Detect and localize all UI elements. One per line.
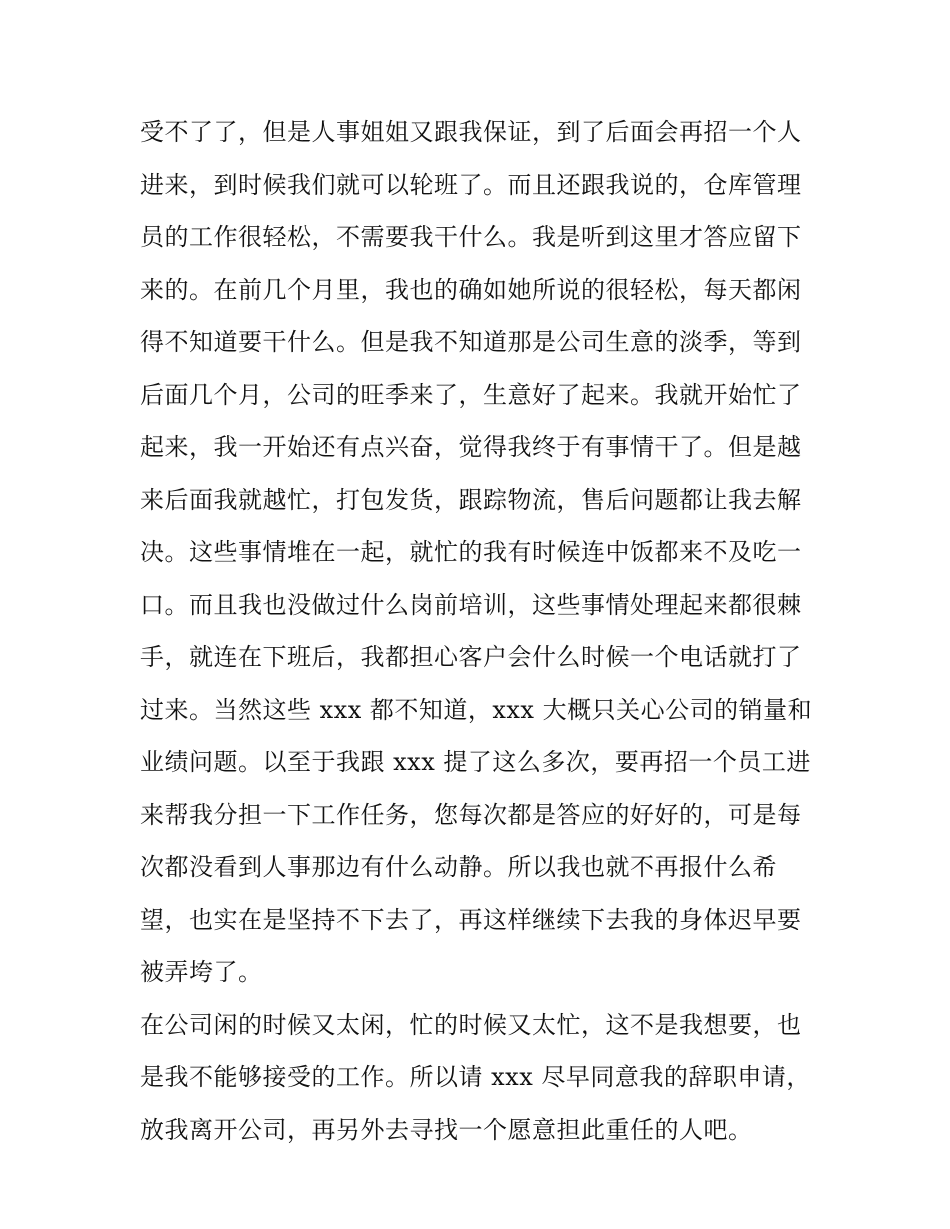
text-line: 次都没看到人事那边有什么动静。所以我也就不再报什么希 bbox=[140, 853, 777, 881]
text-line: 过来。当然这些 xxx 都不知道，xxx 大概只关心公司的销量和 bbox=[140, 695, 813, 724]
text-line: 决。这些事情堆在一起，就忙的我有时候连中饭都来不及吃一 bbox=[140, 538, 802, 566]
text-line: 员的工作很轻松，不需要我干什么。我是听到这里才答应留下 bbox=[140, 223, 802, 251]
text-line: 是我不能够接受的工作。所以请 xxx 尽早同意我的辞职申请， bbox=[140, 1063, 811, 1091]
text-line: 被弄垮了。 bbox=[140, 958, 263, 986]
text-line: 放我离开公司，再另外去寻找一个愿意担此重任的人吧。 bbox=[140, 1115, 753, 1144]
text-line: 进来，到时候我们就可以轮班了。而且还跟我说的，仓库管理 bbox=[140, 170, 802, 199]
paragraph-1 bbox=[140, 106, 820, 999]
text-line: 在公司闲的时候又太闲，忙的时候又太忙，这不是我想要，也 bbox=[140, 1010, 802, 1039]
text-line: 得不知道要干什么。但是我不知道那是公司生意的淡季，等到 bbox=[140, 328, 802, 356]
text-line: 后面几个月，公司的旺季来了，生意好了起来。我就开始忙了 bbox=[140, 380, 802, 409]
text-line: 来的。在前几个月里，我也的确如她所说的很轻松，每天都闲 bbox=[140, 275, 802, 304]
document-body bbox=[140, 106, 820, 1156]
text-line: 手，就连在下班后，我都担心客户会什么时候一个电话就打了 bbox=[140, 643, 802, 671]
text-line: 起来，我一开始还有点兴奋，觉得我终于有事情干了。但是越 bbox=[140, 433, 802, 461]
paragraph-2 bbox=[140, 999, 820, 1157]
text-line: 业绩问题。以至于我跟 xxx 提了这么多次，要再招一个员工进 bbox=[140, 748, 811, 776]
text-line: 口。而且我也没做过什么岗前培训，这些事情处理起来都很棘 bbox=[140, 590, 802, 619]
text-line: 来后面我就越忙，打包发货，跟踪物流，售后问题都让我去解 bbox=[140, 485, 802, 514]
text-line: 来帮我分担一下工作任务，您每次都是答应的好好的，可是每 bbox=[140, 800, 802, 829]
text-line: 望，也实在是坚持不下去了，再这样继续下去我的身体迟早要 bbox=[140, 905, 802, 934]
text-line: 受不了了，但是人事姐姐又跟我保证，到了后面会再招一个人 bbox=[140, 118, 802, 146]
